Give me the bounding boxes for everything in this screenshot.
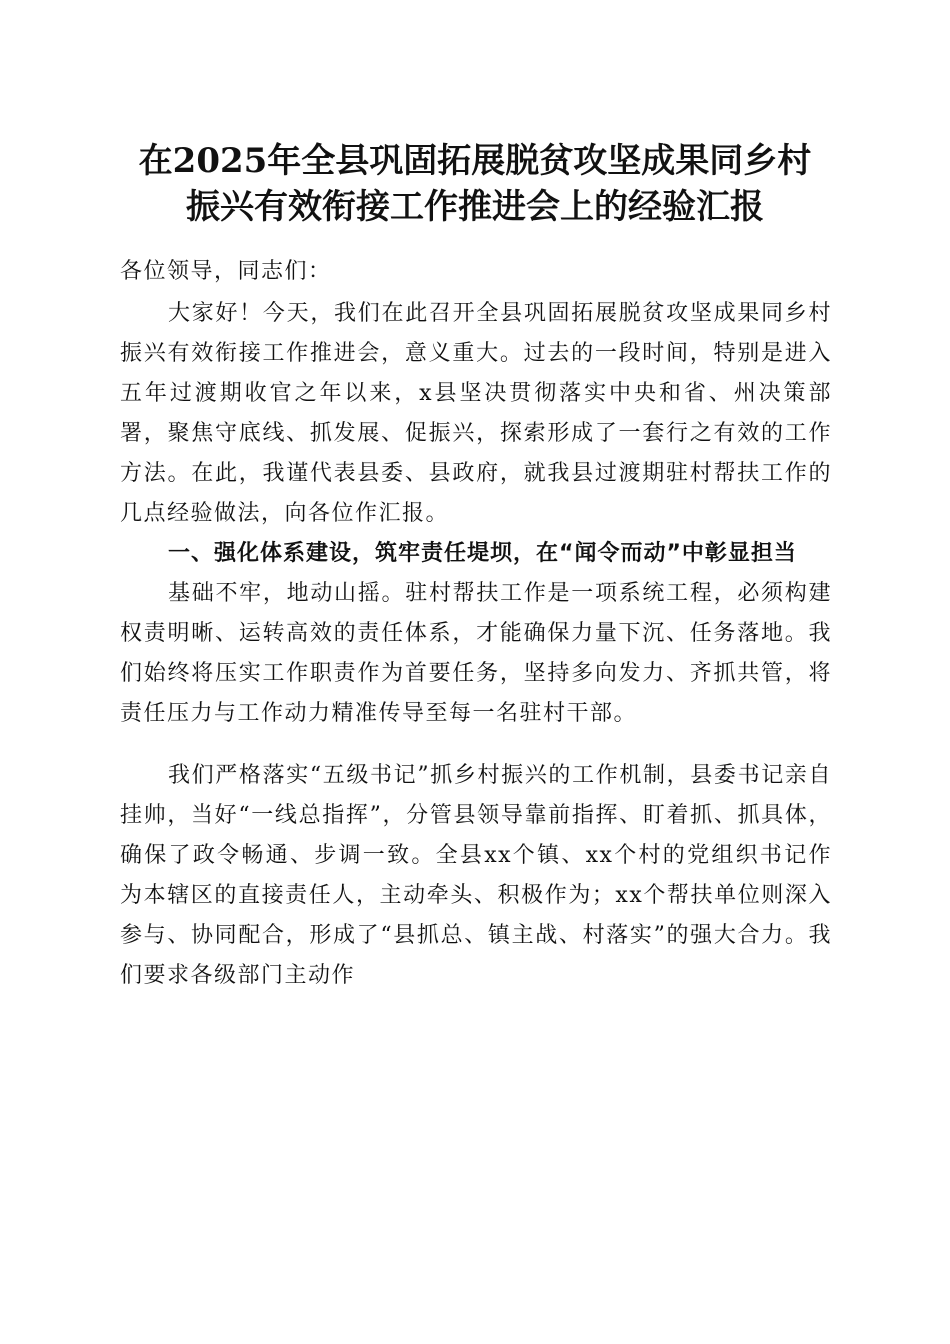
section-heading-1: 一、强化体系建设，筑牢责任堤坝，在“闻令而动”中彰显担当 <box>168 541 797 566</box>
paragraph-foundation: 基础不牢，地动山摇。驻村帮扶工作是一项系统工程，必须构建权责明晰、运转高效的责任体系，才能确保力量下沉、任务落地。我们始终将压实工作职责作为首要任务，坚持多向发力、齐抓共管，将责任压力与工作动力精准传导至每一名驻村干部。 <box>120 581 832 726</box>
title-line-1: 在2025年全县巩固拓展脱贫攻坚成果同乡村 <box>138 141 812 181</box>
document-title <box>100 138 850 230</box>
paragraph-intro: 大家好！今天，我们在此召开全县巩固拓展脱贫攻坚成果同乡村振兴有效衔接工作推进会，意义重大。过去的一段时间，特别是进入五年过渡期收官之年以来，x县坚决贯彻落实中央和省、州决策部署，聚焦守底线、抓发展、促振兴，探索形成了一套行之有效的工作方法。在此，我谨代表县委、县政府，就我县过渡期驻村帮扶工作的几点经验做法，向各位作汇报。 <box>120 301 832 526</box>
paragraph-mechanism: 我们严格落实“五级书记”抓乡村振兴的工作机制，县委书记亲自挂帅，当好“一线总指挥”，分管县领导靠前指挥、盯着抓、抓具体，确保了政令畅通、步调一致。全县xx个镇、xx个村的党组织书记作为本辖区的直接责任人，主动牵头、积极作为；xx个帮扶单位则深入参与、协同配合，形成了“县抓总、镇主战、村落实”的强大合力。我们要求各级部门主动作 <box>120 763 832 988</box>
title-line-2: 振兴有效衔接工作推进会上的经验汇报 <box>186 187 764 227</box>
greeting: 各位领导，同志们： <box>120 259 332 284</box>
document-body <box>120 252 832 996</box>
